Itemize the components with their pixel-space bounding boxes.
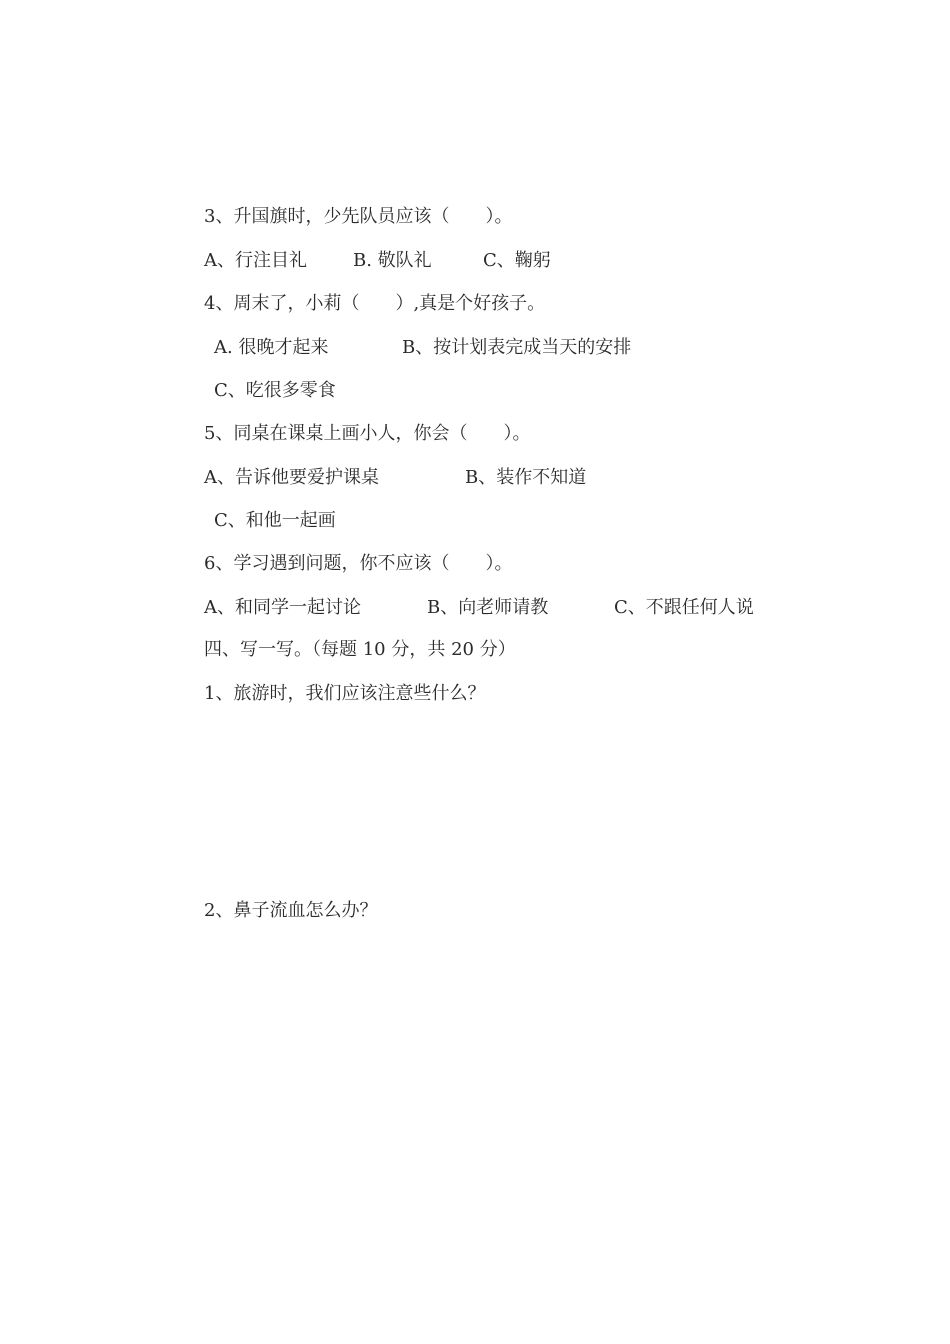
section-4-question-2: 2、鼻子流血怎么办？ [204,900,378,921]
question-5-option-b: B、装作不知道 [465,467,587,488]
question-3-option-b: B. 敬队礼 [353,250,432,271]
question-5-option-a: A、告诉他要爱护课桌 [204,467,379,488]
question-3-stem: 3、升国旗时，少先队员应该（ ）。 [204,206,513,227]
question-4-option-c: C、吃很多零食 [214,380,336,401]
question-5-option-c: C、和他一起画 [214,510,336,531]
question-4-option-a: A. 很晚才起来 [214,337,329,358]
question-5-stem: 5、同桌在课桌上画小人，你会（ ）。 [204,423,531,444]
question-4-stem: 4、周末了，小莉（ ）,真是个好孩子。 [204,293,546,314]
section-4-heading: 四、写一写。（每题 10 分，共 20 分） [204,639,516,660]
question-6-option-c: C、不跟任何人说 [614,597,754,618]
question-3-option-c: C、鞠躬 [483,250,551,271]
question-3-option-a: A、行注目礼 [204,250,307,271]
section-4-question-1: 1、旅游时，我们应该注意些什么？ [204,683,486,704]
question-6-option-b: B、向老师请教 [427,597,549,618]
question-6-option-a: A、和同学一起讨论 [204,597,361,618]
question-4-option-b: B、按计划表完成当天的安排 [402,337,632,358]
question-6-stem: 6、学习遇到问题，你不应该（ ）。 [204,553,513,574]
